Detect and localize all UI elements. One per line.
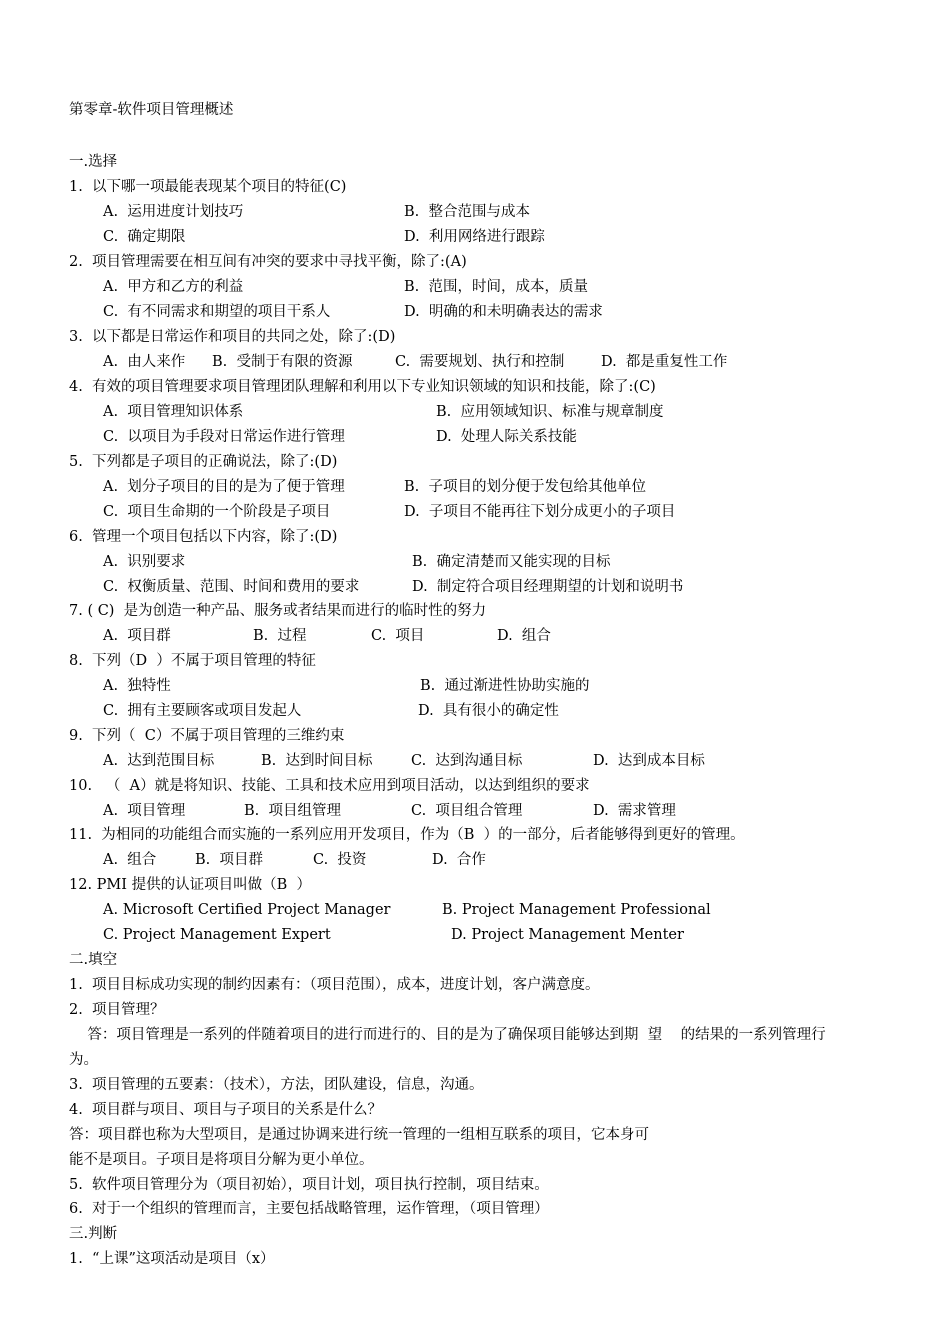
question-11-option-b: B. 项目群 [195, 852, 263, 868]
question-1-option-c: C. 确定期限 [103, 229, 186, 245]
judge-line: 1. “上课”这项活动是项目（x） [69, 1251, 275, 1267]
question-10: 10. （ A）就是将知识、技能、工具和技术应用到项目活动，以达到组织的要求 [69, 778, 590, 794]
question-9-option-d: D. 达到成本目标 [593, 753, 705, 769]
question-8-option-d: D. 具有很小的确定性 [418, 703, 559, 719]
question-12-option-b: B. Project Management Professional [442, 902, 711, 918]
question-8-option-c: C. 拥有主要顾客或项目发起人 [103, 703, 302, 719]
question-6-option-a: A. 识别要求 [103, 554, 186, 570]
question-5-option-b: B. 子项目的划分便于发包给其他单位 [404, 479, 646, 495]
question-2-option-c: C. 有不同需求和期望的项目干系人 [103, 304, 331, 320]
question-7-option-c: C. 项目 [371, 628, 425, 644]
question-7-option-b: B. 过程 [253, 628, 307, 644]
question-10-option-d: D. 需求管理 [593, 803, 676, 819]
question-9: 9. 下列（ C）不属于项目管理的三维约束 [69, 728, 345, 744]
question-2-option-d: D. 明确的和未明确表达的需求 [404, 304, 603, 320]
fill-line: 能不是项目。子项目是将项目分解为更小单位。 [69, 1152, 374, 1168]
question-3-option-a: A. 由人来作 [103, 354, 186, 370]
question-11: 11. 为相同的功能组合而实施的一系列应用开发项目，作为（B ）的一部分，后者能够得到更好的管理。 [69, 827, 745, 843]
question-5-option-a: A. 划分子项目的目的是为了便于管理 [103, 479, 345, 495]
fill-line: 4. 项目群与项目、项目与子项目的关系是什么？ [69, 1102, 383, 1118]
fill-line: 答：项目群也称为大型项目，是通过协调来进行统一管理的一组相互联系的项目，它本身可 [69, 1127, 649, 1143]
question-2: 2. 项目管理需要在相互间有冲突的要求中寻找平衡，除了:(A) [69, 254, 467, 270]
question-7-option-d: D. 组合 [497, 628, 551, 644]
question-3-option-c: C. 需要规划、执行和控制 [395, 354, 565, 370]
question-6: 6. 管理一个项目包括以下内容，除了:(D) [69, 529, 338, 545]
question-3-option-d: D. 都是重复性工作 [601, 354, 728, 370]
question-8: 8. 下列（D ）不属于项目管理的特征 [69, 653, 316, 669]
question-1-option-b: B. 整合范围与成本 [404, 204, 530, 220]
question-10-option-a: A. 项目管理 [103, 803, 186, 819]
question-5: 5. 下列都是子项目的正确说法，除了:(D) [69, 454, 338, 470]
question-8-option-b: B. 通过渐进性协助实施的 [420, 678, 590, 694]
question-1-option-a: A. 运用进度计划技巧 [103, 204, 244, 220]
question-5-option-d: D. 子项目不能再往下划分成更小的子项目 [404, 504, 676, 520]
question-12-option-d: D. Project Management Menter [451, 927, 684, 943]
question-12: 12. PMI 提供的认证项目叫做（B ） [69, 877, 311, 893]
question-7-option-a: A. 项目群 [103, 628, 171, 644]
section-heading-choice: 一.选择 [69, 154, 118, 170]
fill-line: 为。 [69, 1052, 98, 1068]
question-11-option-a: A. 组合 [103, 852, 157, 868]
question-1-option-d: D. 利用网络进行跟踪 [404, 229, 545, 245]
question-7: 7. ( C) 是为创造一种产品、服务或者结果而进行的临时性的努力 [69, 603, 487, 619]
question-9-option-c: C. 达到沟通目标 [411, 753, 523, 769]
question-6-option-c: C. 权衡质量、范围、时间和费用的要求 [103, 579, 360, 595]
question-4-option-c: C. 以项目为手段对日常运作进行管理 [103, 429, 345, 445]
question-1: 1. 以下哪一项最能表现某个项目的特征(C) [69, 179, 347, 195]
fill-line: 3. 项目管理的五要素：（技术），方法，团队建设，信息，沟通。 [69, 1077, 484, 1093]
question-2-option-a: A. 甲方和乙方的利益 [103, 279, 244, 295]
section-heading-judge: 三.判断 [69, 1226, 118, 1242]
question-9-option-b: B. 达到时间目标 [261, 753, 373, 769]
question-4: 4. 有效的项目管理要求项目管理团队理解和利用以下专业知识领域的知识和技能，除了:(C) [69, 379, 656, 395]
question-4-option-d: D. 处理人际关系技能 [436, 429, 577, 445]
question-4-option-b: B. 应用领域知识、标准与规章制度 [436, 404, 664, 420]
question-6-option-b: B. 确定清楚而又能实现的目标 [412, 554, 611, 570]
question-6-option-d: D. 制定符合项目经理期望的计划和说明书 [412, 579, 684, 595]
question-10-option-c: C. 项目组合管理 [411, 803, 523, 819]
question-9-option-a: A. 达到范围目标 [103, 753, 215, 769]
question-5-option-c: C. 项目生命期的一个阶段是子项目 [103, 504, 331, 520]
fill-line: 1. 项目目标成功实现的制约因素有：（项目范围），成本，进度计划，客户满意度。 [69, 977, 600, 993]
section-heading-fill: 二.填空 [69, 952, 118, 968]
question-3: 3. 以下都是日常运作和项目的共同之处，除了:(D) [69, 329, 396, 345]
question-8-option-a: A. 独特性 [103, 678, 171, 694]
question-12-option-c: C. Project Management Expert [103, 927, 331, 943]
chapter-title: 第零章-软件项目管理概述 [69, 102, 234, 118]
question-3-option-b: B. 受制于有限的资源 [212, 354, 353, 370]
fill-line: 答：项目管理是一系列的伴随着项目的进行而进行的、目的是为了确保项目能够达到期 望 的结果的一系列管理行 [69, 1027, 826, 1043]
question-2-option-b: B. 范围，时间，成本，质量 [404, 279, 588, 295]
fill-line: 6. 对于一个组织的管理而言，主要包括战略管理，运作管理，（项目管理） [69, 1201, 549, 1217]
question-4-option-a: A. 项目管理知识体系 [103, 404, 244, 420]
question-12-option-a: A. Microsoft Certified Project Manager [103, 902, 391, 918]
question-11-option-c: C. 投资 [313, 852, 367, 868]
fill-line: 5. 软件项目管理分为（项目初始），项目计划，项目执行控制，项目结束。 [69, 1177, 549, 1193]
fill-line: 2. 项目管理？ [69, 1002, 165, 1018]
question-10-option-b: B. 项目组管理 [244, 803, 341, 819]
question-11-option-d: D. 合作 [432, 852, 486, 868]
